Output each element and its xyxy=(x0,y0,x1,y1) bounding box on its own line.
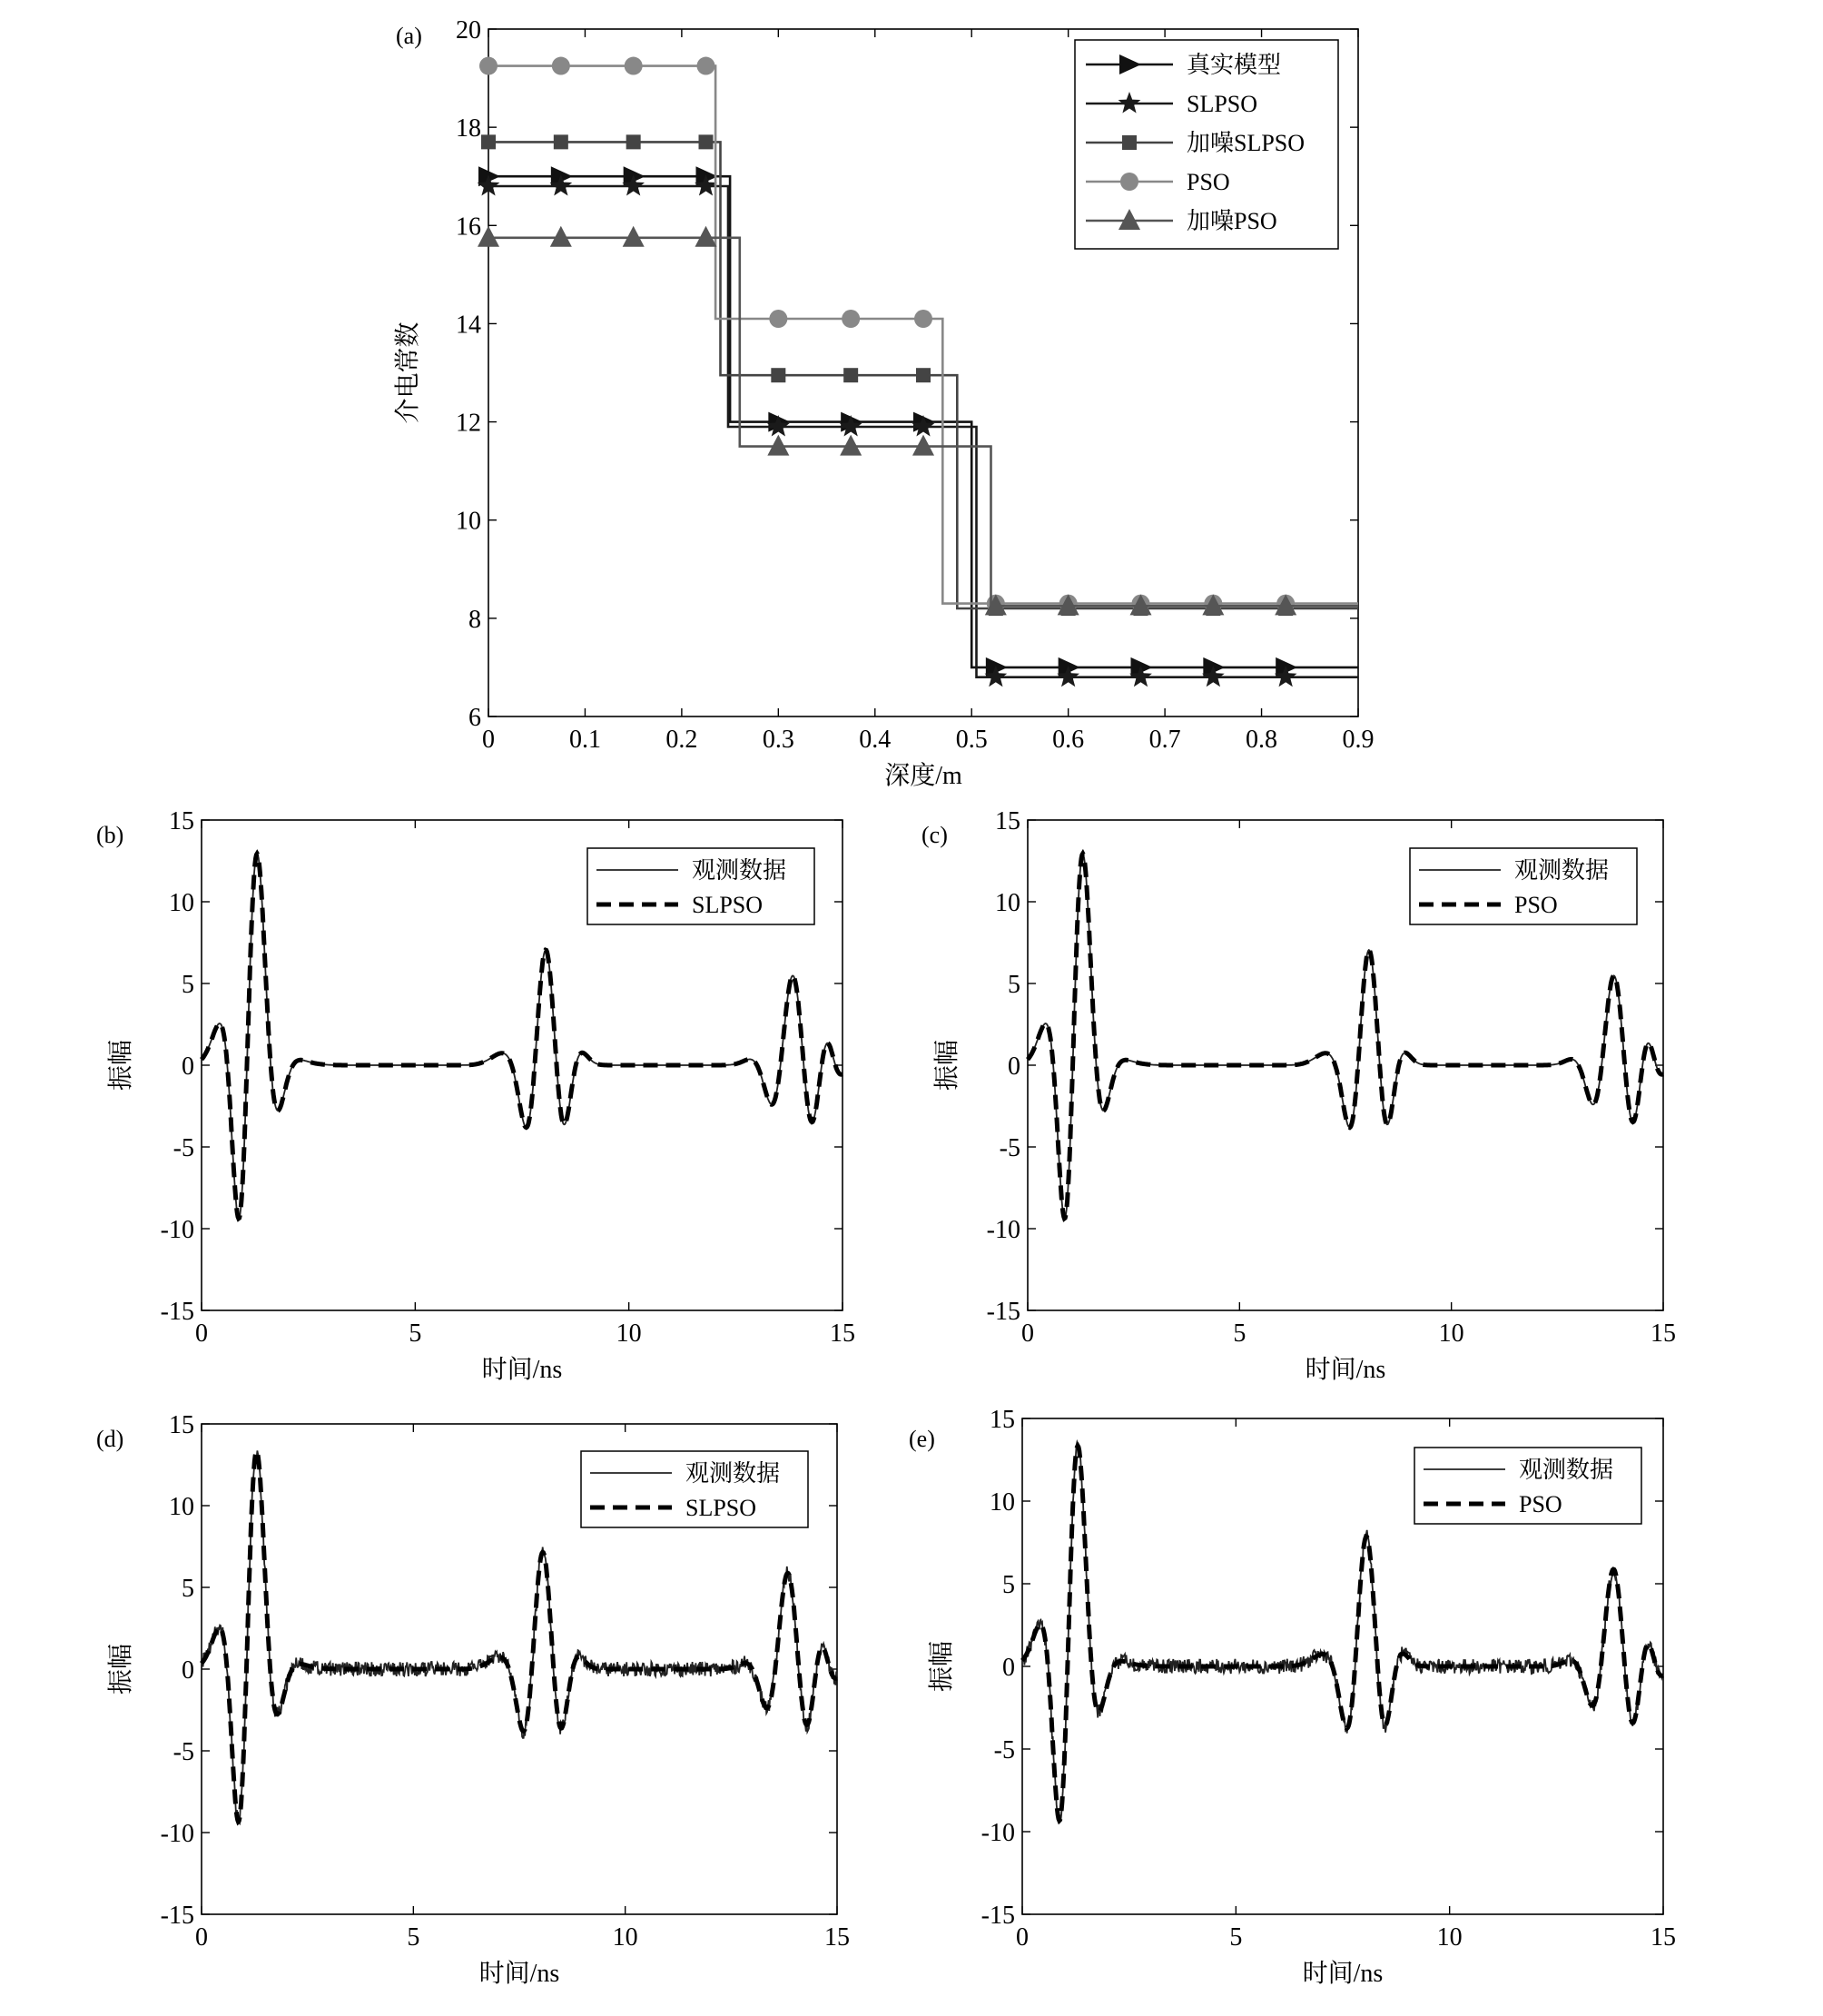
x-tick-label: 0 xyxy=(1021,1319,1034,1348)
x-tick-label: 0 xyxy=(195,1923,208,1952)
y-tick-label: -5 xyxy=(172,1134,194,1162)
legend xyxy=(581,1451,808,1527)
legend-label: SLPSO xyxy=(685,1495,757,1521)
x-tick-label: 0 xyxy=(482,726,495,754)
y-tick-label: 10 xyxy=(995,889,1020,917)
x-axis-title: 时间/ns xyxy=(478,1960,560,1988)
x-tick-label: 5 xyxy=(407,1923,420,1952)
y-tick-label: 15 xyxy=(990,1406,1015,1434)
data-point xyxy=(840,435,862,456)
x-axis-title: 时间/ns xyxy=(1305,1356,1386,1384)
data-point xyxy=(695,226,717,247)
x-tick-label: 0.5 xyxy=(955,726,988,754)
legend-label: PSO xyxy=(1519,1491,1562,1517)
y-axis-title: 振幅 xyxy=(107,1643,135,1695)
x-tick-label: 0.3 xyxy=(762,726,794,754)
data-point xyxy=(554,134,568,149)
panel-c xyxy=(921,807,1676,1384)
x-tick-label: 10 xyxy=(1438,1319,1464,1348)
y-tick-label: 18 xyxy=(456,114,481,143)
x-tick-label: 0 xyxy=(195,1319,208,1348)
data-point xyxy=(626,134,641,149)
panel-label: (d) xyxy=(96,1426,124,1452)
y-tick-label: 0 xyxy=(1008,1052,1020,1081)
y-tick-label: 15 xyxy=(169,807,194,835)
x-tick-label: 0.8 xyxy=(1246,726,1278,754)
data-point xyxy=(479,57,498,75)
x-tick-label: 15 xyxy=(1651,1923,1676,1952)
legend-label: 加噪SLPSO xyxy=(1187,130,1306,156)
panel-label: (a) xyxy=(396,23,422,49)
data-point xyxy=(697,57,715,75)
y-tick-label: 0 xyxy=(182,1656,194,1685)
x-tick-label: 5 xyxy=(409,1319,422,1348)
y-tick-label: -15 xyxy=(986,1298,1020,1326)
panel-a xyxy=(393,16,1375,790)
x-tick-label: 5 xyxy=(1233,1319,1247,1348)
legend-label: SLPSO xyxy=(692,892,764,918)
y-axis-title: 振幅 xyxy=(107,1039,135,1092)
legend-label: PSO xyxy=(1187,169,1230,195)
x-tick-label: 5 xyxy=(1229,1923,1243,1952)
y-tick-label: -5 xyxy=(993,1736,1015,1764)
data-point xyxy=(769,310,787,328)
y-tick-label: 0 xyxy=(182,1052,194,1081)
y-tick-label: -10 xyxy=(980,1819,1015,1847)
panel-label: (c) xyxy=(921,822,948,848)
y-tick-label: 15 xyxy=(169,1411,194,1439)
legend-label: SLPSO xyxy=(1187,91,1258,117)
legend-label: 加噪PSO xyxy=(1187,208,1277,234)
legend-marker xyxy=(1120,173,1138,191)
y-tick-label: 8 xyxy=(468,605,481,634)
x-tick-label: 0.9 xyxy=(1342,726,1375,754)
y-tick-label: -5 xyxy=(999,1134,1020,1162)
y-tick-label: 5 xyxy=(182,971,194,999)
x-tick-label: 0.2 xyxy=(665,726,698,754)
x-axis-title: 深度/m xyxy=(884,762,962,790)
data-point xyxy=(550,226,572,247)
panel-label: (e) xyxy=(909,1426,935,1452)
y-tick-label: 5 xyxy=(1002,1571,1015,1599)
y-axis-title: 振幅 xyxy=(928,1640,956,1693)
y-tick-label: 16 xyxy=(456,212,481,242)
legend-label: 真实模型 xyxy=(1187,52,1282,78)
x-tick-label: 15 xyxy=(1651,1319,1676,1348)
x-tick-label: 0.4 xyxy=(859,726,892,754)
y-tick-label: 5 xyxy=(182,1575,194,1603)
legend xyxy=(587,848,814,924)
data-point xyxy=(914,310,932,328)
x-tick-label: 0 xyxy=(1016,1923,1029,1952)
data-point xyxy=(699,134,714,149)
legend-label: 观测数据 xyxy=(692,857,787,884)
panel-e xyxy=(909,1406,1676,1988)
data-point xyxy=(625,57,643,75)
y-tick-label: 10 xyxy=(169,1493,194,1521)
legend xyxy=(1414,1448,1641,1524)
x-tick-label: 0.1 xyxy=(568,726,601,754)
data-point xyxy=(842,310,860,328)
y-tick-label: -10 xyxy=(986,1216,1020,1244)
y-tick-label: 6 xyxy=(468,704,481,732)
x-tick-label: 0.7 xyxy=(1148,726,1181,754)
y-axis-title: 振幅 xyxy=(933,1039,961,1092)
y-tick-label: 12 xyxy=(456,409,481,438)
y-tick-label: 5 xyxy=(1008,971,1020,999)
legend-label: 观测数据 xyxy=(1519,1457,1614,1483)
data-point xyxy=(912,435,934,456)
panel-d xyxy=(96,1411,850,1988)
y-tick-label: -15 xyxy=(160,1298,194,1326)
x-axis-title: 时间/ns xyxy=(481,1356,563,1384)
data-point xyxy=(481,134,496,149)
panel-label: (b) xyxy=(96,822,124,848)
y-tick-label: -15 xyxy=(160,1902,194,1930)
legend xyxy=(1410,848,1637,924)
data-point xyxy=(767,435,789,456)
x-tick-label: 15 xyxy=(824,1923,850,1952)
legend-label: PSO xyxy=(1514,892,1558,918)
y-tick-label: 14 xyxy=(456,311,481,340)
x-tick-label: 15 xyxy=(830,1319,855,1348)
y-tick-label: 10 xyxy=(990,1488,1015,1517)
data-point xyxy=(623,226,645,247)
x-tick-label: 10 xyxy=(616,1319,642,1348)
data-point xyxy=(552,57,570,75)
y-tick-label: 15 xyxy=(995,807,1020,835)
y-tick-label: 20 xyxy=(456,16,481,44)
series-1 xyxy=(478,174,1358,687)
y-tick-label: -15 xyxy=(980,1902,1015,1930)
x-tick-label: 0.6 xyxy=(1052,726,1085,754)
y-tick-label: 0 xyxy=(1002,1654,1015,1682)
y-axis-title: 介电常数 xyxy=(394,321,422,424)
legend-label: 观测数据 xyxy=(1514,857,1610,884)
data-point xyxy=(843,368,858,382)
legend-label: 观测数据 xyxy=(685,1460,781,1487)
legend-marker xyxy=(1122,135,1137,150)
y-tick-label: -5 xyxy=(172,1738,194,1766)
legend xyxy=(1075,40,1338,249)
x-tick-label: 10 xyxy=(612,1923,638,1952)
y-tick-label: 10 xyxy=(169,889,194,917)
data-point xyxy=(916,368,931,382)
x-axis-title: 时间/ns xyxy=(1302,1960,1384,1988)
x-tick-label: 10 xyxy=(1436,1923,1463,1952)
y-tick-label: -10 xyxy=(160,1216,194,1244)
panel-b xyxy=(96,807,855,1384)
y-tick-label: 10 xyxy=(456,507,481,536)
y-tick-label: -10 xyxy=(160,1820,194,1848)
data-point xyxy=(771,368,785,382)
